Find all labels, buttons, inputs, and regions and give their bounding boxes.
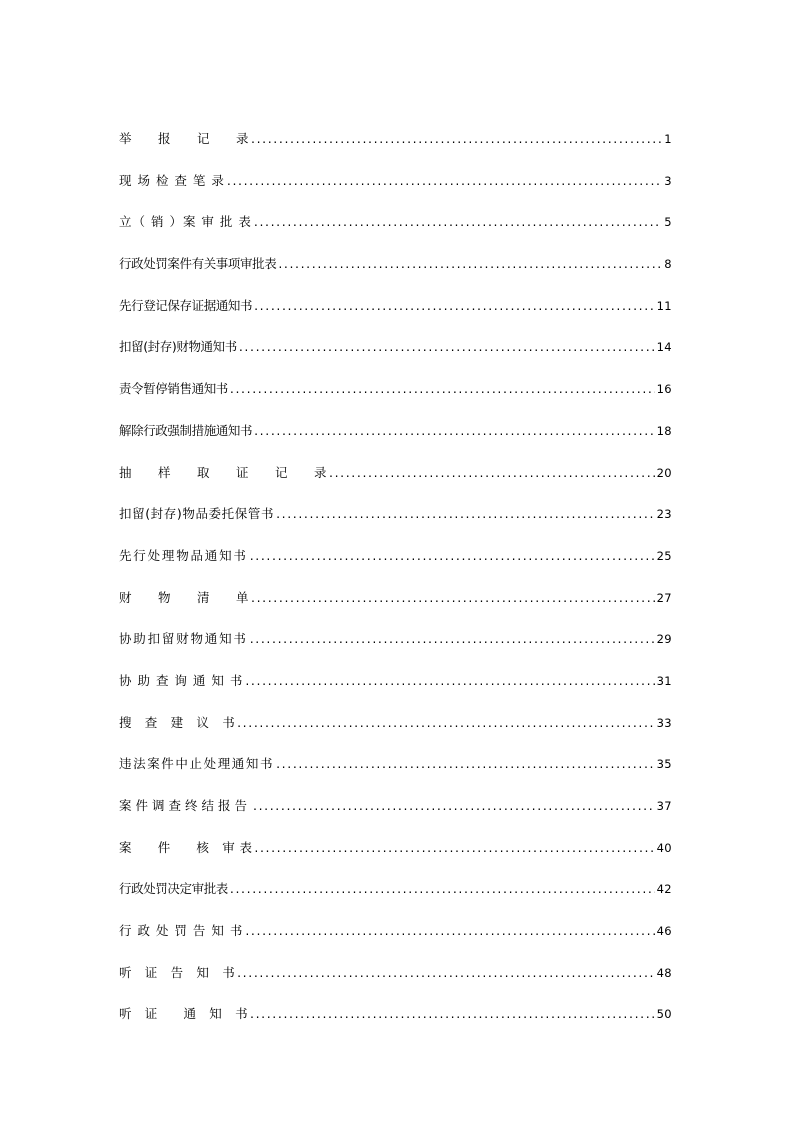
toc-entry-page-number: 46 <box>656 924 672 939</box>
toc-entry[interactable] <box>119 628 672 670</box>
toc-entry[interactable] <box>119 170 672 212</box>
toc-entry-title: 先行处理物品通知书 <box>119 547 248 563</box>
toc-entry-page-number: 48 <box>656 965 672 980</box>
toc-entry-page-number: 23 <box>656 507 672 522</box>
dot-leader <box>249 587 655 609</box>
toc-entry-page-number: 40 <box>656 840 672 855</box>
toc-entry-title: 解除行政强制措施通知书 <box>119 422 253 438</box>
toc-entry-title: 协助扣留财物通知书 <box>119 631 248 647</box>
dot-leader <box>243 920 654 942</box>
toc-entry-page-number: 31 <box>656 673 672 688</box>
dot-leader <box>274 753 654 775</box>
toc-entry-page-number: 3 <box>664 173 672 188</box>
toc-entry[interactable] <box>119 545 672 587</box>
toc-entry[interactable] <box>119 795 672 837</box>
toc-entry-page-number: 16 <box>656 382 672 397</box>
dot-leader <box>327 462 655 484</box>
dot-leader <box>225 170 662 192</box>
toc-entry[interactable] <box>119 378 672 420</box>
dot-leader <box>251 795 655 817</box>
toc-entry[interactable] <box>119 587 672 629</box>
toc-entry-page-number: 50 <box>656 1007 672 1022</box>
dot-leader <box>228 878 655 900</box>
toc-entry-title: 协 助 查 询 通 知 书 <box>119 672 244 688</box>
toc-entry-title: 行 政 处 罚 告 知 书 <box>119 923 244 939</box>
toc-entry-title: 行政处罚决定审批表 <box>119 881 228 897</box>
toc-entry-title: 扣留(封存)物品委托保管书 <box>119 506 275 522</box>
toc-entry[interactable] <box>119 420 672 462</box>
dot-leader <box>235 962 654 984</box>
toc-entry-page-number: 18 <box>656 423 672 438</box>
toc-entry-page-number: 25 <box>656 548 672 563</box>
dot-leader <box>248 1003 655 1025</box>
dot-leader <box>237 336 655 358</box>
toc-entry[interactable] <box>119 712 672 754</box>
dot-leader <box>274 503 655 525</box>
dot-leader <box>276 253 662 275</box>
dot-leader <box>248 545 655 567</box>
toc-entry-page-number: 5 <box>664 215 672 230</box>
toc-entry-page-number: 29 <box>656 632 672 647</box>
toc-entry-title: 现 场 检 查 笔 录 <box>119 172 225 188</box>
table-of-contents <box>119 128 672 1045</box>
dot-leader <box>252 295 654 317</box>
toc-entry[interactable] <box>119 878 672 920</box>
toc-entry-page-number: 33 <box>656 715 672 730</box>
toc-entry-title: 立（ 销 ）案 审 批 表 <box>119 214 252 230</box>
toc-entry[interactable] <box>119 753 672 795</box>
dot-leader <box>235 712 654 734</box>
toc-entry-page-number: 1 <box>664 132 672 146</box>
dot-leader <box>228 378 655 400</box>
toc-entry-title: 听 证 告 知 书 <box>119 964 236 980</box>
toc-entry-page-number: 27 <box>656 590 672 605</box>
toc-entry[interactable] <box>119 295 672 337</box>
toc-entry[interactable] <box>119 211 672 253</box>
toc-entry[interactable] <box>119 962 672 1004</box>
toc-entry-title: 违法案件中止处理通知书 <box>119 756 275 772</box>
dot-leader <box>252 420 654 442</box>
toc-entry-title: 先行登记保存证据通知书 <box>119 297 253 313</box>
toc-entry-title: 责令暂停销售通知书 <box>119 381 228 397</box>
toc-entry-title: 财 物 清 单 <box>119 589 250 605</box>
toc-entry-title: 抽 样 取 证 记 录 <box>119 464 328 480</box>
toc-entry-title: 搜 查 建 议 书 <box>119 714 236 730</box>
toc-entry-page-number: 20 <box>656 465 672 480</box>
toc-entry-title: 案件调查终结报告 <box>119 798 252 813</box>
toc-entry-title: 案 件 核 审 表 <box>119 839 253 855</box>
toc-entry-title: 举 报 记 录 <box>119 131 250 146</box>
toc-entry[interactable] <box>119 462 672 504</box>
dot-leader <box>249 128 662 150</box>
toc-entry[interactable] <box>119 336 672 378</box>
toc-entry-page-number: 42 <box>656 882 672 897</box>
toc-entry-title: 行政处罚案件有关事项审批表 <box>119 256 277 272</box>
dot-leader <box>252 211 662 233</box>
toc-entry[interactable] <box>119 503 672 545</box>
toc-entry[interactable] <box>119 1003 672 1045</box>
toc-entry[interactable] <box>119 670 672 712</box>
toc-entry-page-number: 8 <box>664 257 672 272</box>
toc-entry-page-number: 11 <box>656 298 672 313</box>
toc-entry[interactable] <box>119 128 672 170</box>
toc-entry[interactable] <box>119 837 672 879</box>
dot-leader <box>252 837 654 859</box>
toc-entry-page-number: 35 <box>656 757 672 772</box>
toc-entry-page-number: 14 <box>656 340 672 355</box>
toc-entry-title: 听 证 通 知 书 <box>119 1006 249 1022</box>
dot-leader <box>248 628 655 650</box>
toc-entry-title: 扣留(封存)财物通知书 <box>119 339 237 355</box>
toc-entry[interactable] <box>119 253 672 295</box>
dot-leader <box>243 670 654 692</box>
toc-entry[interactable] <box>119 920 672 962</box>
toc-entry-page-number: 37 <box>656 799 672 813</box>
